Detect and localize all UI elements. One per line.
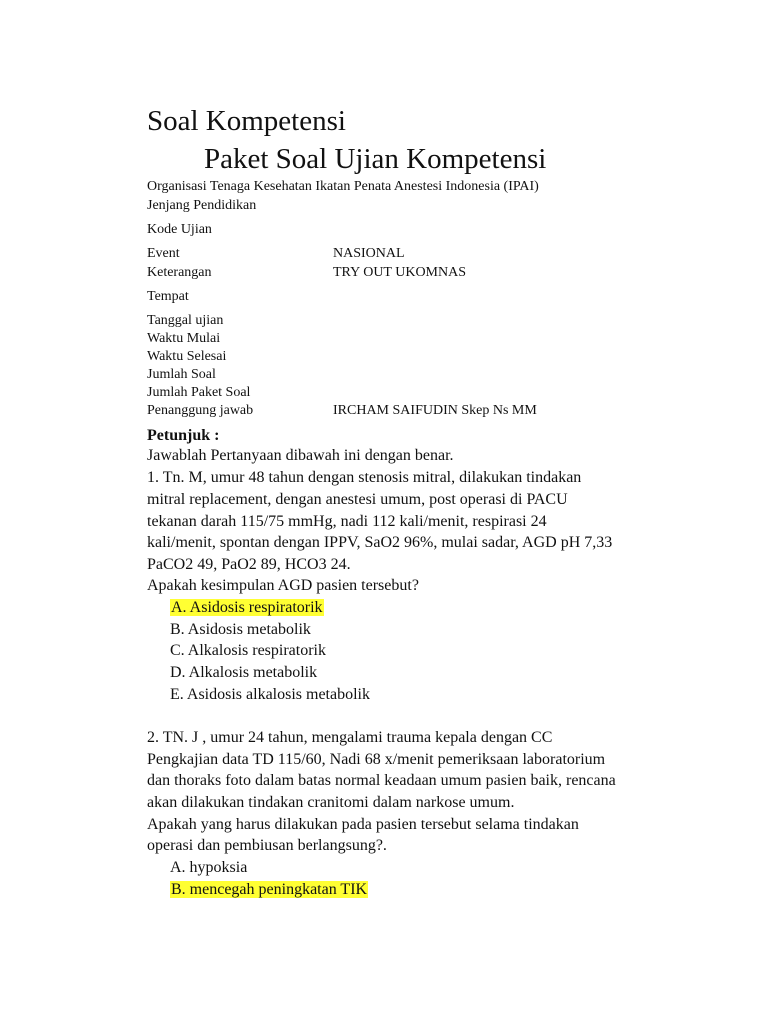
field-row — [147, 288, 707, 312]
field-label: Tanggal ujian — [147, 313, 224, 328]
highlighted-answer: A. Asidosis respiratorik — [171, 599, 323, 616]
question-line: mitral replacement, dengan anestesi umum, post operasi di PACU — [147, 491, 568, 508]
question-line: tekanan darah 115/75 mmHg, nadi 112 kali/menit, respirasi 24 — [147, 513, 547, 530]
answer-option: D. Alkalosis metabolik — [170, 664, 318, 681]
exam-info — [147, 178, 707, 420]
field-label: Jumlah Paket Soal — [147, 385, 251, 400]
question-line: Apakah yang harus dilakukan pada pasien tersebut selama tindakan — [147, 816, 579, 833]
field-label: Waktu Selesai — [147, 349, 227, 364]
answer-option: C. Alkalosis respiratorik — [170, 642, 326, 659]
question-line: 2. TN. J , umur 24 tahun, mengalami trauma kepala dengan CC — [147, 729, 553, 746]
answer-option — [170, 597, 324, 619]
field-label: Jumlah Soal — [147, 367, 216, 382]
question-line: 1. Tn. M, umur 48 tahun dengan stenosis mitral, dilakukan tindakan — [147, 469, 582, 486]
field-row — [147, 264, 707, 288]
document-title: Soal Kompetensi — [147, 105, 346, 137]
question-line: dan thoraks foto dalam batas normal keadaan umum pasien baik, rencana — [147, 772, 616, 789]
field-label: Event — [147, 246, 180, 261]
answer-option: A. hypoksia — [170, 859, 248, 876]
answer-option: B. Asidosis metabolik — [170, 621, 311, 638]
organisasi-line — [147, 178, 707, 197]
question-line: operasi dan pembiusan berlangsung?. — [147, 837, 387, 854]
question-line: Pengkajian data TD 115/60, Nadi 68 x/menit pemeriksaan laboratorium — [147, 751, 606, 768]
answer-option — [170, 879, 368, 901]
field-row — [147, 221, 707, 245]
question-line: Apakah kesimpulan AGD pasien tersebut? — [147, 577, 419, 594]
organisasi-text: Organisasi Tenaga Kesehatan Ikatan Penata Anestesi Indonesia (IPAI) — [147, 179, 539, 194]
field-row — [147, 348, 707, 366]
field-row — [147, 197, 707, 221]
field-row — [147, 245, 707, 264]
question-line: PaCO2 49, PaO2 89, HCO3 24. — [147, 556, 351, 573]
document-subtitle: Paket Soal Ujian Kompetensi — [204, 143, 547, 175]
field-row — [147, 384, 707, 402]
field-label: Waktu Mulai — [147, 331, 221, 346]
field-row — [147, 330, 707, 348]
field-value: NASIONAL — [333, 246, 405, 261]
field-label: Keterangan — [147, 265, 212, 280]
field-row — [147, 402, 707, 420]
field-value: IRCHAM SAIFUDIN Skep Ns MM — [333, 403, 537, 418]
field-label: Kode Ujian — [147, 222, 212, 237]
field-row — [147, 366, 707, 384]
field-value: TRY OUT UKOMNAS — [333, 265, 467, 280]
field-row — [147, 312, 707, 330]
petunjuk-text: Jawablah Pertanyaan dibawah ini dengan benar. — [147, 447, 454, 464]
question-line: kali/menit, spontan dengan IPPV, SaO2 96%, mulai sadar, AGD pH 7,33 — [147, 534, 613, 551]
answer-option: E. Asidosis alkalosis metabolik — [170, 686, 370, 703]
field-label: Penanggung jawab — [147, 403, 254, 418]
field-label: Tempat — [147, 289, 189, 304]
question-line: akan dilakukan tindakan cranitomi dalam narkose umum. — [147, 794, 515, 811]
field-label: Jenjang Pendidikan — [147, 198, 257, 213]
highlighted-answer: B. mencegah peningkatan TIK — [171, 881, 368, 898]
petunjuk-label: Petunjuk : — [147, 427, 220, 444]
